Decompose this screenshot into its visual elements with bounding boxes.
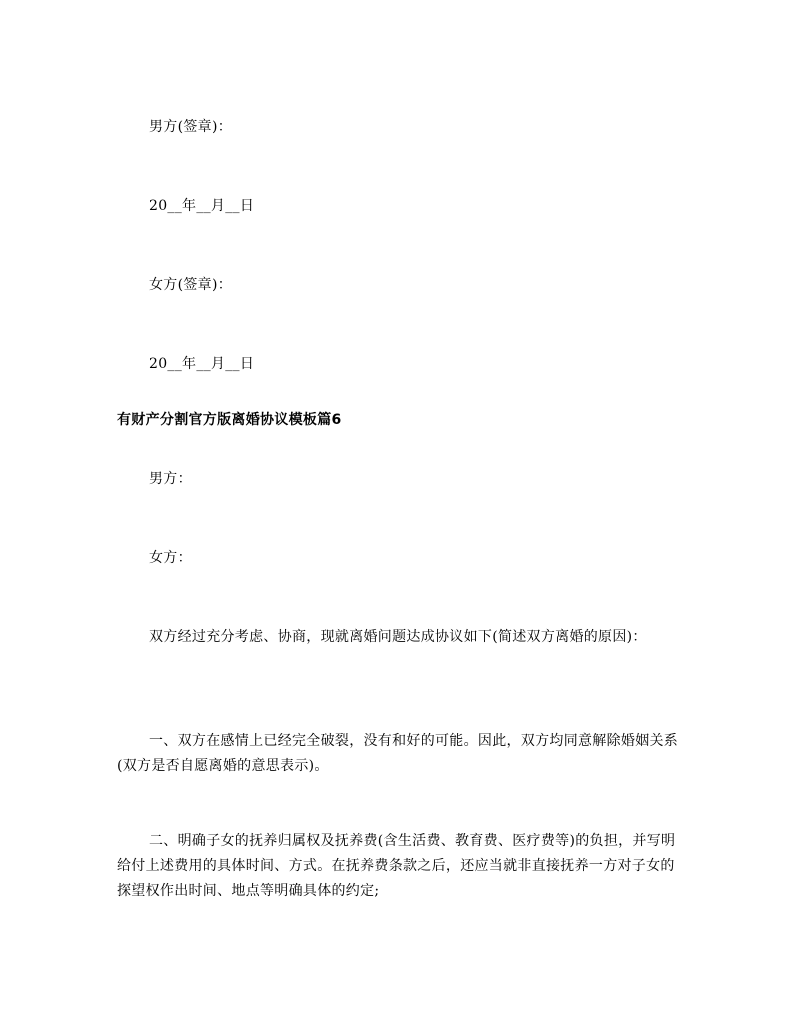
section-heading: 有财产分割官方版离婚协议模板篇6 [117,412,342,428]
intro-paragraph: 双方经过充分考虑、协商，现就离婚问题达成协议如下(简述双方离婚的原因)： [149,629,647,645]
female-date-line: 20__年__月__日 [149,356,255,372]
clause-1-paragraph: 一、双方在感情上已经完全破裂，没有和好的可能。因此，双方均同意解除婚姻关系(双方是否自愿离婚的意思表示)。 [117,733,679,774]
clause-2-paragraph: 二、明确子女的抚养归属权及抚养费(含生活费、教育费、医疗费等)的负担，并写明给付上述费用的具体时间、方式。在抚养费条款之后，还应当就非直接抚养一方对子女的探望权作出时间、地点等明确具体的约定; [117,833,676,899]
male-signature-line: 男方(签章)： [149,119,233,135]
female-party-label: 女方： [149,550,192,566]
male-date-line: 20__年__月__日 [149,198,255,214]
male-party-label: 男方： [149,471,192,487]
female-signature-line: 女方(签章)： [149,277,233,293]
